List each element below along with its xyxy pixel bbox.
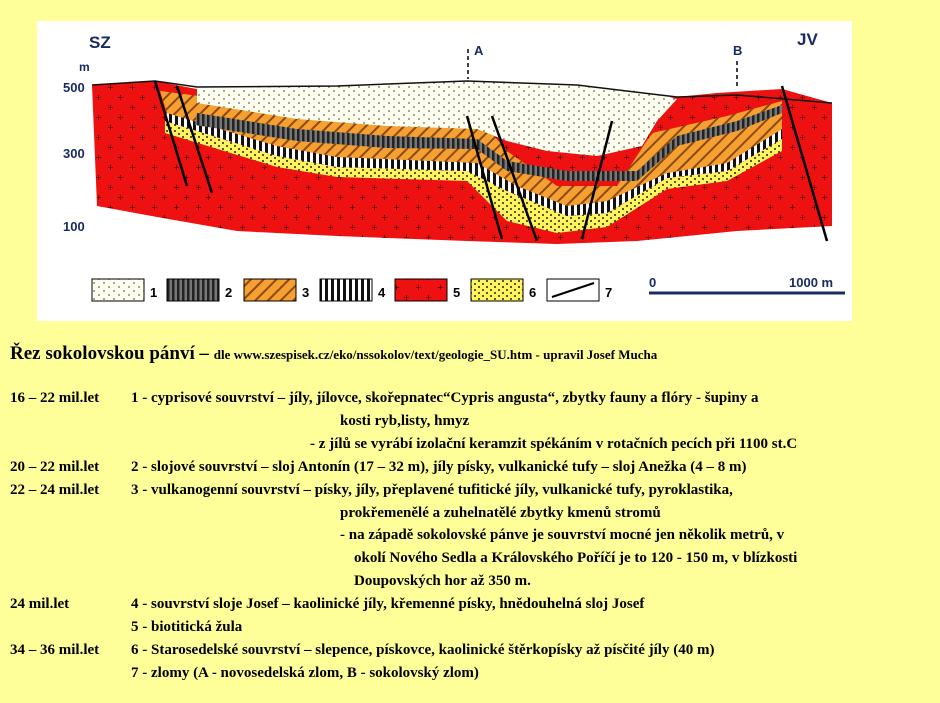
caption-title: Řez sokolovskou pánví – bbox=[10, 343, 210, 364]
age-label: 16 – 22 mil.let bbox=[10, 390, 100, 406]
description-line: 6 - Starosedelské souvrství – slepence, pískovce, kaolinické štěrkopísky až písčité jíly (40 m) bbox=[131, 642, 715, 658]
svg-text:5: 5 bbox=[453, 285, 461, 300]
svg-text:1000 m: 1000 m bbox=[789, 275, 834, 290]
elevation-tick: 300 bbox=[63, 146, 85, 161]
svg-text:0: 0 bbox=[649, 275, 657, 290]
description-line: Doupovských hor až 350 m. bbox=[354, 573, 531, 589]
legend bbox=[92, 279, 612, 301]
description-line: - z jílů se vyrábí izolační keramzit spékáním v rotačních pecích při 1100 st.C bbox=[310, 436, 798, 452]
svg-text:3: 3 bbox=[302, 285, 310, 300]
geologic-cross-section bbox=[37, 21, 852, 321]
description-line: 4 - souvrství sloje Josef – kaolinické jíly, křemenné písky, hnědouhelná sloj Josef bbox=[131, 596, 645, 612]
fault-label-a: A bbox=[474, 43, 484, 58]
description-line: kosti ryb,listy, hmyz bbox=[340, 413, 470, 429]
direction-right-label: JV bbox=[797, 30, 818, 49]
svg-text:6: 6 bbox=[529, 285, 537, 300]
svg-text:1: 1 bbox=[150, 285, 158, 300]
description-line: - na západě sokolovské pánve je souvrství mocné jen několik metrů, v bbox=[340, 527, 785, 543]
caption bbox=[10, 343, 657, 365]
age-label: 24 mil.let bbox=[10, 596, 70, 612]
svg-text:2: 2 bbox=[225, 285, 233, 300]
svg-text:4: 4 bbox=[378, 285, 386, 300]
age-label: 20 – 22 mil.let bbox=[10, 459, 100, 475]
description-line: 7 - zlomy (A - novosedelská zlom, B - sokolovský zlom) bbox=[131, 665, 479, 681]
age-label: 22 – 24 mil.let bbox=[10, 482, 100, 498]
fault-label-b: B bbox=[733, 43, 743, 58]
unit-label: m bbox=[79, 60, 90, 74]
svg-text:7: 7 bbox=[605, 285, 613, 300]
elevation-tick: 100 bbox=[63, 219, 85, 234]
description-line: 1 - cyprisové souvrství – jíly, jílovce, skořepnatec“Cypris angusta“, zbytky fauny a flóry - šupiny a bbox=[131, 390, 759, 406]
scale-bar bbox=[649, 275, 845, 293]
caption-source: dle www.szespisek.cz/eko/nssokolov/text/geologie_SU.htm - upravil Josef Mucha bbox=[213, 347, 658, 362]
direction-left-label: SZ bbox=[89, 33, 111, 52]
description-line: 5 - biotitická žula bbox=[131, 619, 243, 635]
elevation-tick: 500 bbox=[63, 80, 85, 95]
description-line: 2 - slojové souvrství – sloj Antonín (17 – 32 m), jíly písky, vulkanické tufy – sloj Anežka (4 – 8 m) bbox=[131, 459, 747, 475]
description-line: prokřemenělé a zuhelnatělé zbytky kmenů stromů bbox=[340, 505, 661, 521]
description-line: okolí Nového Sedla a Královského Poříčí je to 120 - 150 m, v blízkosti bbox=[354, 550, 798, 566]
description-line: 3 - vulkanogenní souvrství – písky, jíly, přeplavené tufitické jíly, vulkanické tufy, pyroklastika, bbox=[131, 482, 733, 498]
age-label: 34 – 36 mil.let bbox=[10, 642, 100, 658]
